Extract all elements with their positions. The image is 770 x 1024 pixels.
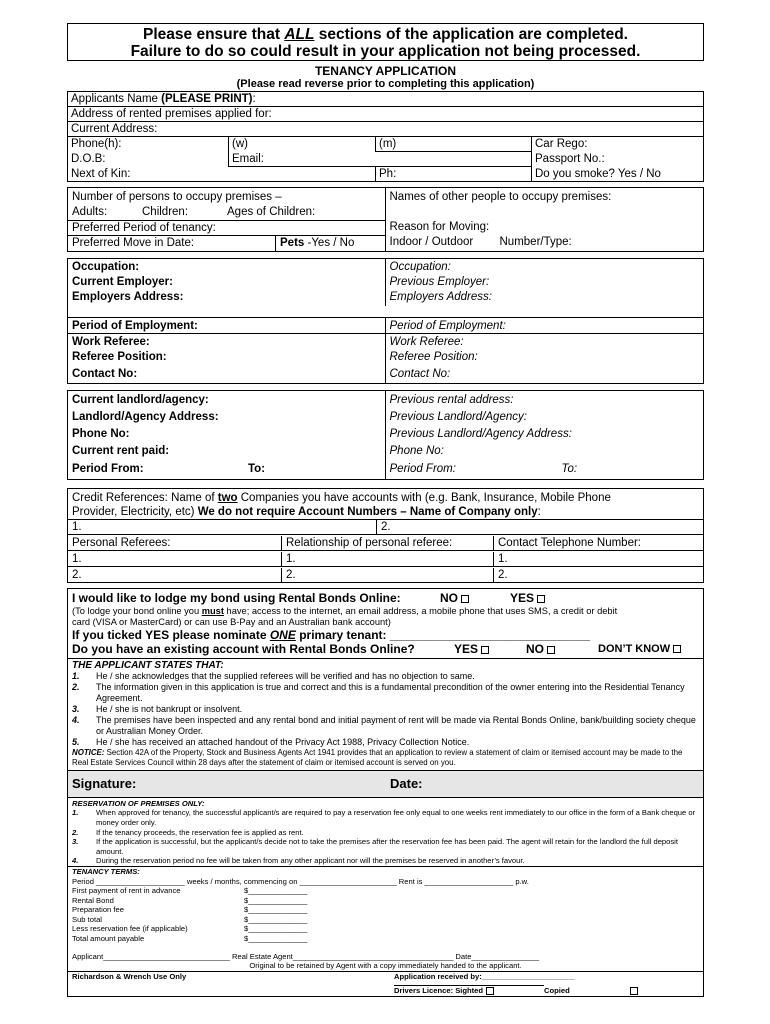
fee-row[interactable]: Preparation fee $______________ bbox=[72, 905, 308, 915]
adults-field[interactable]: Adults: bbox=[72, 205, 108, 218]
reason-moving-field[interactable]: Reason for Moving: bbox=[389, 220, 490, 233]
dob-field[interactable]: D.O.B: bbox=[68, 152, 229, 167]
employment-section bbox=[67, 258, 704, 384]
banner-line-2: Failure to do so could result in your application not being processed. bbox=[130, 43, 641, 60]
signature-field[interactable]: Signature: bbox=[72, 776, 137, 792]
existing-no-option[interactable]: NO bbox=[526, 642, 598, 657]
prev-period-to-field[interactable]: To: bbox=[561, 462, 578, 475]
contact-2-field[interactable]: 2. bbox=[498, 568, 508, 581]
fee-row[interactable]: Total amount payable $______________ bbox=[72, 934, 308, 944]
current-employer-field[interactable]: Current Employer: bbox=[72, 275, 173, 288]
reservation-item: 3. If the application is successful, but the applicant/s decide not to take the premises after the reservation fee has been paid. The agent will retain for the landlord the full deposit amount. bbox=[72, 837, 678, 856]
tenancy-period-line[interactable]: Period _____________________ weeks / months, commencing on _______________________ Rent is _____________________ p.w. bbox=[72, 876, 529, 886]
warning-banner bbox=[67, 23, 704, 61]
prev-referee-position-field[interactable]: Referee Position: bbox=[389, 351, 478, 364]
prev-period-from-field[interactable]: Period From: bbox=[389, 462, 456, 475]
checkbox-icon[interactable] bbox=[461, 595, 469, 603]
rent-paid-field[interactable]: Current rent paid: bbox=[72, 445, 170, 458]
prev-contact-no-field[interactable]: Contact No: bbox=[389, 367, 451, 380]
tenancy-application-form bbox=[67, 23, 704, 997]
banner-line-1: Please ensure that ALL sections of the application are completed. bbox=[143, 26, 628, 43]
phone-work-field[interactable]: (w) bbox=[229, 137, 376, 152]
landlord-address-field[interactable]: Landlord/Agency Address: bbox=[72, 410, 219, 423]
date-field[interactable]: Date: bbox=[390, 776, 423, 792]
statement-item: 2. The information given in this application is true and correct and this is a fundamental precondition of the owner entering into the Residential Tenancy Agreement. bbox=[72, 682, 685, 704]
contact-1-field[interactable]: 1. bbox=[498, 552, 508, 565]
referee-1-field[interactable]: 1. bbox=[68, 552, 282, 566]
smoke-question[interactable]: Do you smoke? Yes / No bbox=[532, 167, 704, 182]
prev-employer-field[interactable]: Previous Employer: bbox=[389, 275, 490, 288]
relationship-2-field[interactable]: 2. bbox=[282, 568, 494, 582]
bond-note: (To lodge your bond online you must have; access to the internet, an email address, a mobile phone that uses SMS, a credit or debit card (VISA or MasterCard) or can use B-Pay and an Australian bank account) bbox=[72, 605, 618, 627]
occupation-field[interactable]: Occupation: bbox=[72, 261, 140, 274]
bond-no-option[interactable]: NO bbox=[440, 591, 510, 606]
current-landlord-field[interactable]: Current landlord/agency: bbox=[72, 393, 209, 406]
credit-company-2[interactable]: 2. bbox=[381, 520, 391, 533]
checkbox-icon[interactable] bbox=[481, 646, 489, 654]
landlord-phone-field[interactable]: Phone No: bbox=[72, 428, 130, 441]
applicant-agent-date-line[interactable]: Applicant______________________________ Real Estate Agent______________________________________ Date________________ bbox=[72, 951, 540, 961]
fee-row[interactable]: First payment of rent in advance $______________ bbox=[72, 886, 308, 896]
applicant-statement-section bbox=[67, 659, 704, 771]
current-address-field[interactable]: Current Address: bbox=[68, 122, 704, 137]
ages-field[interactable]: Ages of Children: bbox=[227, 205, 316, 218]
copied-option[interactable]: Copied bbox=[544, 986, 638, 996]
pets-location[interactable]: Indoor / Outdoor bbox=[389, 235, 474, 248]
period-to-field[interactable]: To: bbox=[248, 462, 266, 475]
original-retained-note: Original to be retained by Agent with a copy immediately handed to the applicant. bbox=[249, 961, 522, 971]
car-rego-field[interactable]: Car Rego: bbox=[532, 137, 704, 152]
bond-lodge-row bbox=[72, 591, 699, 606]
tenancy-terms-heading: TENANCY TERMS: bbox=[72, 866, 140, 876]
persons-breakdown bbox=[68, 205, 385, 220]
prev-landlord-field[interactable]: Previous Landlord/Agency: bbox=[389, 410, 527, 423]
prev-period-employment-field[interactable]: Period of Employment: bbox=[389, 319, 506, 332]
fee-row[interactable]: Sub total $______________ bbox=[72, 914, 308, 924]
statement-item: 5. He / she has received an attached handout of the Privacy Act 1988, Privacy Collection Notice. bbox=[72, 737, 470, 748]
period-from-field[interactable]: Period From: bbox=[72, 462, 144, 475]
application-received-field[interactable]: Application received by:______________________ bbox=[394, 971, 575, 981]
bond-section bbox=[67, 588, 704, 659]
checkbox-icon[interactable] bbox=[673, 645, 681, 653]
referee-2-field[interactable]: 2. bbox=[68, 568, 282, 582]
prev-work-referee-field[interactable]: Work Referee: bbox=[386, 333, 704, 350]
email-field[interactable]: Email: bbox=[229, 152, 532, 167]
existing-account-question: Do you have an existing account with Rental Bonds Online? bbox=[72, 642, 415, 657]
reservation-heading: RESERVATION OF PREMISES ONLY: bbox=[72, 798, 205, 808]
prev-occupation-field[interactable]: Occupation: bbox=[389, 261, 451, 274]
prev-phone-field[interactable]: Phone No: bbox=[389, 445, 444, 458]
reservation-section bbox=[67, 798, 704, 998]
primary-tenant-field[interactable]: If you ticked YES please nominate ONE primary tenant: ______________________________ bbox=[72, 627, 591, 642]
credit-instructions-1: Credit References: Name of two Companies you have accounts with (e.g. Bank, Insurance, Mobile Phone bbox=[72, 491, 611, 504]
checkbox-icon[interactable] bbox=[486, 987, 494, 995]
credit-instructions-2: Provider, Electricity, etc) We do not require Account Numbers – Name of Company only: bbox=[72, 505, 541, 518]
children-field[interactable]: Children: bbox=[142, 205, 189, 218]
next-of-kin-field[interactable]: Next of Kin: bbox=[68, 167, 376, 182]
form-subtitle: (Please read reverse prior to completing this application) bbox=[236, 78, 535, 90]
rented-address-field[interactable]: Address of rented premises applied for: bbox=[68, 107, 704, 122]
statement-item: 4. The premises have been inspected and any rental bond and initial payment of rent will be made via Rental Bonds Online, bank/building society cheque or Australian Money Order. bbox=[72, 715, 696, 737]
fee-row[interactable]: Less reservation fee (if applicable) $______________ bbox=[72, 924, 308, 934]
existing-account-row bbox=[72, 642, 699, 657]
form-title: TENANCY APPLICATION bbox=[314, 64, 457, 78]
credit-company-1[interactable]: 1. bbox=[68, 520, 377, 534]
banner-emphasis: ALL bbox=[284, 26, 315, 43]
period-tenancy-field[interactable]: Preferred Period of tenancy: bbox=[68, 220, 385, 236]
checkbox-icon[interactable] bbox=[547, 646, 555, 654]
referee-position-field[interactable]: Referee Position: bbox=[72, 351, 167, 364]
fee-row[interactable]: Rental Bond $______________ bbox=[72, 895, 308, 905]
existing-yes-option[interactable]: YES bbox=[454, 642, 526, 657]
personal-referees-header: Personal Referees: bbox=[68, 536, 282, 550]
notice-text: NOTICE: Section 42A of the Property, Stock and Business Agents Act 1941 provides that an application to review a statement of claim or itemised account may be made to the Real Estate Services Council within 28 days after the statement of claim or itemised account is served on you. bbox=[72, 748, 683, 767]
employer-address-field[interactable]: Employers Address: bbox=[72, 290, 184, 303]
kin-phone-field[interactable]: Ph: bbox=[376, 167, 532, 182]
move-in-date-field[interactable]: Preferred Move in Date: bbox=[68, 236, 276, 251]
occupancy-section bbox=[67, 187, 704, 252]
work-referee-field[interactable]: Work Referee: bbox=[68, 333, 385, 350]
reservation-list bbox=[72, 808, 699, 866]
prev-employer-address-field[interactable]: Employers Address: bbox=[389, 290, 492, 303]
persons-label: Number of persons to occupy premises – bbox=[72, 191, 282, 203]
drivers-licence-sighted[interactable]: Drivers Licence: Sighted bbox=[394, 985, 544, 996]
applicant-details-table bbox=[67, 91, 704, 182]
rental-history-section bbox=[67, 390, 704, 480]
reservation-item: 2. If the tenancy proceeds, the reservation fee is applied as rent. bbox=[72, 827, 304, 837]
phone-home-field[interactable]: Phone(h): bbox=[68, 137, 229, 152]
checkbox-icon[interactable] bbox=[537, 595, 545, 603]
pets-number-type[interactable]: Number/Type: bbox=[499, 235, 572, 248]
statement-item: 3. He / she is not bankrupt or insolvent. bbox=[72, 704, 243, 715]
contact-phone-header: Contact Telephone Number: bbox=[498, 536, 641, 549]
signature-bar bbox=[67, 771, 704, 798]
relationship-header: Relationship of personal referee: bbox=[282, 536, 494, 550]
prev-rental-address-field[interactable]: Previous rental address: bbox=[389, 393, 514, 406]
existing-dont-know-option[interactable]: DON’T KNOW bbox=[598, 642, 681, 657]
bond-lodge-question: I would like to lodge my bond using Rental Bonds Online: bbox=[72, 590, 401, 605]
checkbox-icon[interactable] bbox=[630, 987, 638, 995]
phone-mobile-field[interactable]: (m) bbox=[376, 137, 532, 152]
relationship-1-field[interactable]: 1. bbox=[282, 552, 494, 566]
office-use-label: Richardson & Wrench Use Only bbox=[72, 971, 187, 981]
statement-list bbox=[72, 671, 699, 748]
other-occupants-field[interactable]: Names of other people to occupy premises: bbox=[389, 191, 612, 203]
statement-heading: THE APPLICANT STATES THAT: bbox=[72, 660, 224, 672]
passport-field[interactable]: Passport No.: bbox=[532, 152, 704, 167]
prev-landlord-address-field[interactable]: Previous Landlord/Agency Address: bbox=[389, 428, 572, 441]
contact-no-field[interactable]: Contact No: bbox=[72, 367, 138, 380]
reservation-item: 4. During the reservation period no fee will be taken from any other applicant nor will the premises be reserved in another’s favour. bbox=[72, 856, 525, 866]
bond-yes-option[interactable]: YES bbox=[510, 591, 545, 606]
credit-references-section bbox=[67, 488, 704, 583]
period-employment-field[interactable]: Period of Employment: bbox=[72, 319, 198, 332]
reservation-item: 1. When approved for tenancy, the successful applicant/s are required to pay a reservation fee only equal to one weeks rent immediately to our office in the form of a Bank cheque or money order only. bbox=[72, 808, 696, 827]
statement-item: 1. He / she acknowledges that the supplied referees will be verified and has no objection to same. bbox=[72, 671, 475, 682]
applicant-name-field[interactable]: Applicants Name (PLEASE PRINT): bbox=[68, 92, 704, 107]
pets-field[interactable]: Pets -Yes / No bbox=[280, 237, 355, 250]
